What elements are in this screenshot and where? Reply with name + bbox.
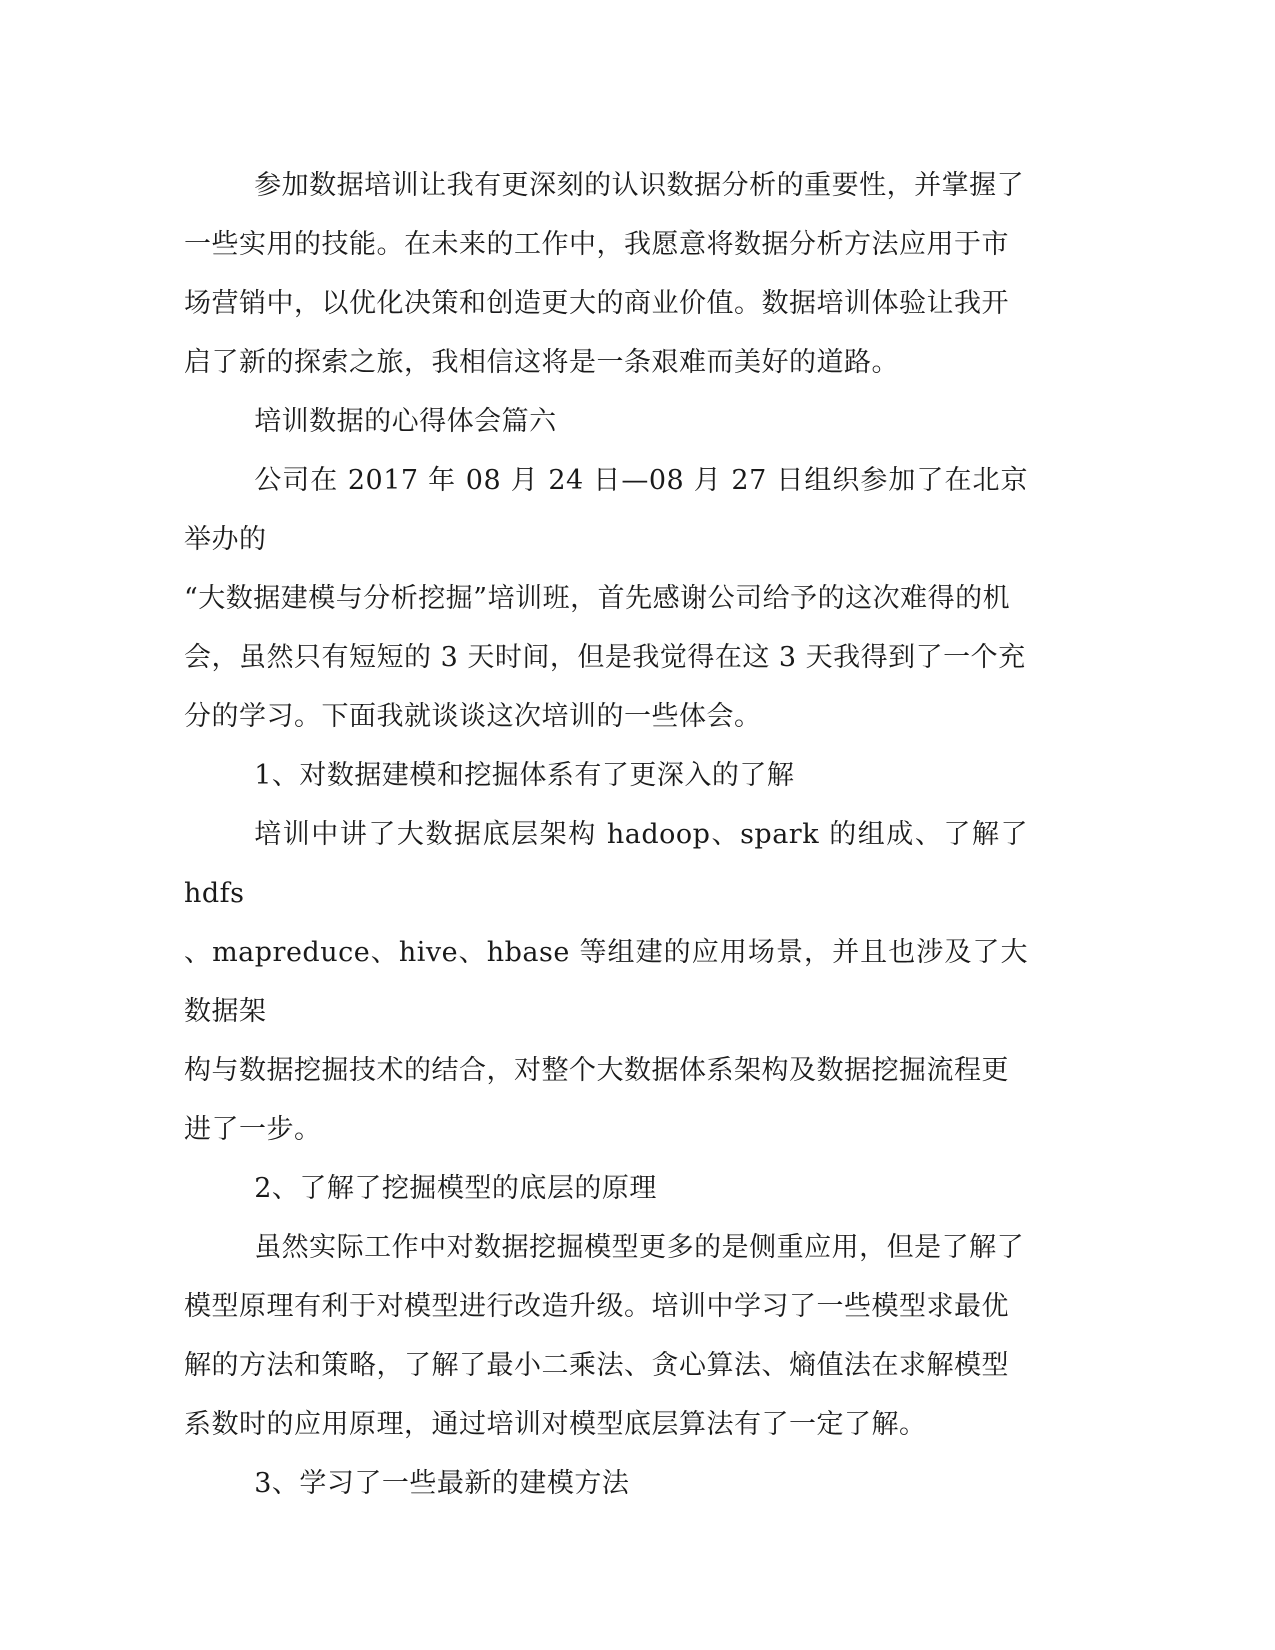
paragraph-conclusion: 参加数据培训让我有更深刻的认识数据分析的重要性，并掌握了 一些实用的技能。在未来的工作中，我愿意将数据分析方法应用于市 场营销中，以优化决策和创造更大的商业价值。数据培训体验让我开 启了新的探索之旅，我相信这将是一条艰难而美好的道路。 bbox=[184, 170, 1025, 378]
point-heading-2: 2、了解了挖掘模型的底层的原理 bbox=[254, 1173, 657, 1204]
paragraph-point-1: 培训中讲了大数据底层架构 hadoop、spark 的组成、了解了 hdfs 、mapreduce、hive、hbase 等组建的应用场景，并且也涉及了大数据架 构与数据挖掘技术的结合，对整个大数据体系架构及数据挖掘流程更 进了一步。 bbox=[184, 819, 1028, 1145]
section-heading-part-six: 培训数据的心得体会篇六 bbox=[254, 406, 557, 437]
paragraph-intro: 公司在 2017 年 08 月 24 日—08 月 27 日组织参加了在北京举办的 “大数据建模与分析挖掘”培训班，首先感谢公司给予的这次难得的机 会，虽然只有短短的 3 天时间，但是我觉得在这 3 天我得到了一个充 分的学习。下面我就谈谈这次培训的一些体会。 bbox=[184, 465, 1028, 732]
paragraph-point-2: 虽然实际工作中对数据挖掘模型更多的是侧重应用，但是了解了 模型原理有利于对模型进行改造升级。培训中学习了一些模型求最优 解的方法和策略，了解了最小二乘法、贪心算法、熵值法在求解模型 系数时的应用原理，通过培训对模型底层算法有了一定了解。 bbox=[184, 1232, 1025, 1440]
point-heading-1: 1、对数据建模和挖掘体系有了更深入的了解 bbox=[254, 760, 795, 791]
document-body bbox=[184, 156, 1028, 1513]
point-heading-3: 3、学习了一些最新的建模方法 bbox=[254, 1468, 630, 1499]
